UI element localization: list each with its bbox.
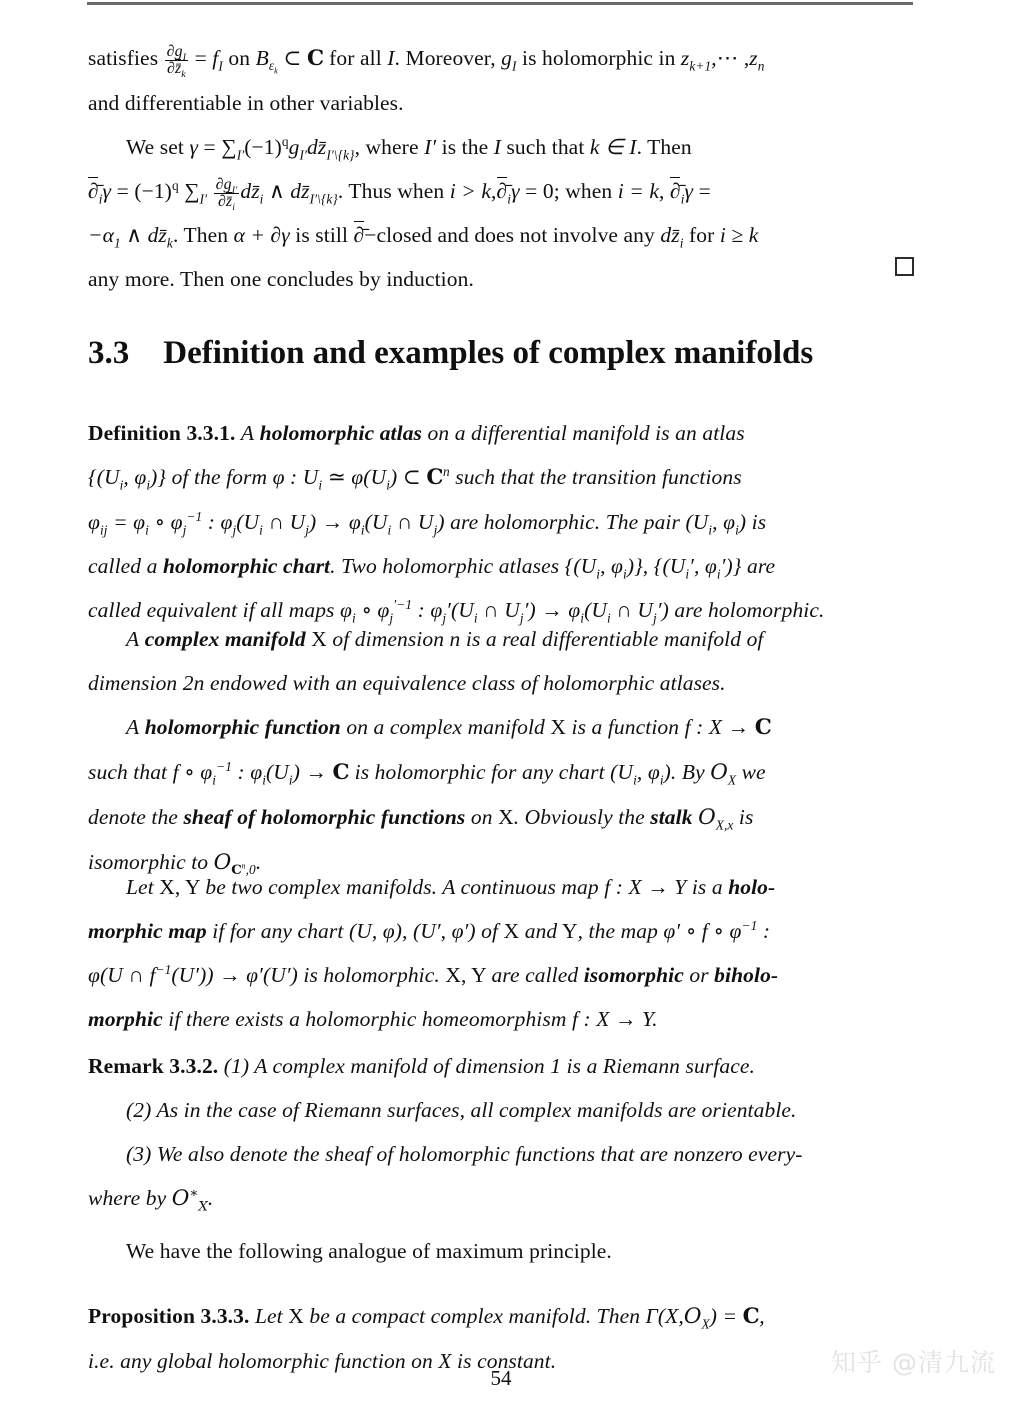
text-holomorphic-any-chart: is holomorphic for any chart xyxy=(354,760,605,784)
zn-subscript: n xyxy=(757,58,765,74)
phi-ij: φ xyxy=(88,510,100,534)
i-sub-9: i xyxy=(685,566,690,582)
term-holomorphic-function: holomorphic function xyxy=(144,715,341,739)
f-map-to: f : X → xyxy=(684,715,750,739)
i-sub-13: i xyxy=(580,610,585,626)
text-of-dimension: of dimension xyxy=(332,627,445,651)
text-such-that: such that xyxy=(506,135,585,159)
XY-symbols: X, Y xyxy=(159,875,200,899)
i-sub: i xyxy=(145,522,149,538)
proof-line-3 xyxy=(88,125,914,169)
text-then-2: . Then xyxy=(172,223,229,247)
holo-func-line-1 xyxy=(88,705,914,750)
C-exponent-n: n xyxy=(442,463,450,479)
chart-U: (U xyxy=(610,760,634,784)
colon-phi-j: : φ xyxy=(207,510,233,534)
pair-phi: , φ xyxy=(712,510,736,534)
text-for: for xyxy=(689,223,715,247)
section-title: Definition and examples of complex manifolds xyxy=(163,335,814,371)
dz-bar-i: dz̄ xyxy=(240,179,260,203)
open-U-2: (U xyxy=(364,510,388,534)
i-sub-7: i xyxy=(596,566,601,582)
text-then: . Then xyxy=(636,135,692,159)
term-holomorphic-atlas: holomorphic atlas xyxy=(259,421,423,445)
j-sub-3: j xyxy=(305,522,310,538)
remark-item-3: (3) We also denote the sheaf of holomorphic functions that are nonzero every- xyxy=(126,1142,803,1166)
minus-one: (−1) xyxy=(244,135,282,159)
text-is: is xyxy=(751,510,767,534)
minus-one-2: (−1) xyxy=(134,179,172,203)
text-a-3: A xyxy=(126,715,140,739)
text-where: , where xyxy=(354,135,419,159)
definition-line-3 xyxy=(88,500,914,544)
X-symbol-4: X xyxy=(503,919,520,943)
ellipsis: ,⋯ , xyxy=(711,46,750,70)
period-2: . xyxy=(652,1007,658,1031)
open-U-4: (U xyxy=(266,760,289,784)
X-symbol-3: X xyxy=(498,805,514,829)
O-star-X-symbol: $O^∗_X$ xyxy=(171,1185,208,1215)
equals-zero: = 0 xyxy=(525,179,554,203)
phi-prime-compose: φ′ ∘ f ∘ φ xyxy=(663,919,742,943)
comma-1: , xyxy=(491,179,497,203)
text-is-holomorphic: is holomorphic. xyxy=(303,963,440,987)
term-biholomorphic-part2: morphic xyxy=(88,1007,163,1031)
section-number: 3.3 xyxy=(88,335,130,371)
star-exponent: ∗ xyxy=(189,1185,199,1201)
text-obviously-the: . Obviously the xyxy=(513,805,645,829)
text-let: Let xyxy=(126,875,154,899)
colon-2: : xyxy=(762,919,771,943)
i-sub-15: i xyxy=(212,772,217,788)
condition-i-ge-k: i ≥ k xyxy=(719,223,759,247)
qed-square-icon xyxy=(895,257,914,276)
remark-line-2 xyxy=(88,1088,914,1132)
X-symbol: X xyxy=(311,627,327,651)
f-map-XY-2: f : X → Y xyxy=(571,1007,653,1031)
dbar-index-2: i xyxy=(507,191,512,207)
complex-field-symbol-4: C xyxy=(332,760,350,785)
text-dimension: dimension xyxy=(88,671,178,695)
sum-index: I′ xyxy=(236,147,245,163)
sheaf-O-symbol: O xyxy=(710,760,728,785)
dbar-operator-3: ∂̄ xyxy=(669,179,681,203)
colon-phi-i: : φ xyxy=(237,760,263,784)
remark-line-4 xyxy=(88,1176,914,1221)
phi-part: , φ xyxy=(123,465,147,489)
sheaf-O-symbol-2: O xyxy=(683,1304,702,1329)
proof-line-2: and differentiable in other variables. xyxy=(88,91,404,115)
remark-line-3 xyxy=(88,1132,914,1176)
holo-func-line-2 xyxy=(88,750,914,795)
zn-symbol: z xyxy=(749,46,758,70)
j-sub-7: j xyxy=(519,610,524,626)
X-sub: X xyxy=(727,772,737,788)
text-denote-the: denote the xyxy=(88,805,178,829)
two-n-symbol: 2n xyxy=(182,671,205,695)
holo-map-line-3 xyxy=(88,953,914,997)
subset-part: ) ⊂ xyxy=(390,465,421,489)
j-sub-2: j xyxy=(232,522,237,538)
proof-paragraph xyxy=(88,36,914,301)
phi-U-cap-f: φ(U ∩ f xyxy=(88,963,156,987)
page-content xyxy=(88,0,914,1411)
proof-line-6 xyxy=(88,257,914,301)
text-is-2: is xyxy=(738,805,754,829)
definition-line-4 xyxy=(88,544,914,588)
Xx-sub: X,x xyxy=(715,817,734,833)
holo-map-line-4 xyxy=(88,997,914,1041)
summation-symbol: ∑ xyxy=(221,135,237,159)
i-sub-10: i xyxy=(716,566,721,582)
text-thus-when: . Thus when xyxy=(337,179,445,203)
text-are-holomorphic-2: are holomorphic. xyxy=(674,598,825,622)
colon-phi-prime-j: : φ xyxy=(417,598,443,622)
dbar-index: i xyxy=(98,191,103,207)
complex-field-symbol-5: C xyxy=(742,1304,760,1329)
eq-sign-3: = xyxy=(116,179,129,203)
text-where-by: where by xyxy=(88,1186,167,1210)
definition-label: Definition 3.3.1. xyxy=(88,421,236,445)
Y-symbol: Y xyxy=(561,919,578,943)
gamma-symbol: γ xyxy=(189,135,199,159)
eq-sign-2: = xyxy=(203,135,216,159)
X-symbol-5: X xyxy=(288,1304,304,1328)
term-stalk: stalk xyxy=(650,805,693,829)
section-heading xyxy=(88,332,914,374)
eq-phi-i: = φ xyxy=(113,510,146,534)
text-of-the-form: of the form xyxy=(171,465,268,489)
text-real-differentiable: is a real differentiable manifold of xyxy=(465,627,764,651)
I-symbol-2: I xyxy=(493,135,501,159)
text-and: and xyxy=(524,919,558,943)
i-sub-6: i xyxy=(735,522,739,538)
holomorphic-map-paragraph xyxy=(88,865,914,1041)
gamma-symbol-3: γ xyxy=(511,179,520,203)
holo-map-line-1 xyxy=(88,865,914,909)
i-sub-19: i xyxy=(659,772,664,788)
dz-bar-i-2: dz̄ xyxy=(660,223,680,247)
proposition-conclusion: i.e. any global holomorphic function on X is constant. xyxy=(88,1349,557,1373)
term-holomorphic-map-part2: morphic map xyxy=(88,919,207,943)
I-symbol: I xyxy=(387,46,395,70)
XY-symbols-2: X, Y xyxy=(445,963,486,987)
text-transition-functions: such that the transition functions xyxy=(455,465,742,489)
text-are: are xyxy=(746,554,776,578)
B-symbol: B xyxy=(255,46,269,70)
z-symbol: z xyxy=(680,46,690,70)
term-isomorphic: isomorphic xyxy=(583,963,684,987)
atlas-close-brace: )} xyxy=(150,465,167,489)
inverse-exponent-3: −1 xyxy=(741,917,758,933)
i-sub-16: i xyxy=(262,772,266,788)
close-paren: ) xyxy=(437,510,445,534)
dbar-operator-4: ∂̄ xyxy=(353,223,365,247)
partial-fraction-2: $\frac{\partial g_{I'}}{\partial z̄_i}$ xyxy=(215,176,238,214)
stalk-O-symbol: O xyxy=(698,805,716,830)
complex-field-symbol: C xyxy=(307,46,324,71)
g-symbol-2: g xyxy=(288,135,300,159)
g-symbol: g xyxy=(501,46,513,70)
stalk-O-symbol-2: O xyxy=(213,850,232,875)
text-if-any-chart: if for any chart xyxy=(212,919,344,943)
dz-bar-k: dz̄ xyxy=(147,223,167,247)
proposition-label: Proposition 3.3.3. xyxy=(88,1304,250,1328)
X-sub-2: X xyxy=(198,1199,208,1215)
holomorphic-function-paragraph xyxy=(88,705,914,885)
gamma-section-open: Γ(X, xyxy=(645,1304,684,1328)
proposition-line-1 xyxy=(88,1294,914,1339)
i-sub-4: i xyxy=(387,522,392,538)
text-is-the: is the xyxy=(441,135,489,159)
holo-map-line-2 xyxy=(88,909,914,953)
inverse-exponent-2: −1 xyxy=(216,758,232,774)
remark-line-1 xyxy=(88,1044,914,1088)
remark-item-1: (1) A complex manifold of dimension 1 is a Riemann surface. xyxy=(223,1054,755,1078)
i-sub-2: i xyxy=(259,522,263,538)
prime-arrow: ′) → φ xyxy=(523,598,581,622)
gamma-symbol-4: γ xyxy=(684,179,694,203)
definition-line-2 xyxy=(88,455,914,500)
prime-close: ′) xyxy=(656,598,669,622)
text-a-2: A xyxy=(126,627,140,651)
text-compact-complex-manifold: be a compact complex manifold. Then xyxy=(309,1304,641,1328)
U-sub: i xyxy=(119,477,124,493)
text-or: or xyxy=(689,963,709,987)
text-are-holomorphic: are holomorphic. The pair xyxy=(450,510,680,534)
compose-phi-prime: ∘ φ xyxy=(361,598,390,622)
sum-index-2: I′ xyxy=(199,191,208,207)
dz-k-sub: k xyxy=(166,235,173,251)
dbar-operator: ∂̄ xyxy=(88,179,99,203)
alpha-symbol: −α xyxy=(88,223,114,247)
compose-phi-j: ∘ φ xyxy=(154,510,183,534)
dz-i-sub: i xyxy=(259,191,264,207)
remark-item-2: (2) As in the case of Riemann surfaces, all complex manifolds are orientable. xyxy=(126,1098,797,1122)
map-target: (U′)) → φ′(U′) xyxy=(171,963,298,987)
Ui-sub: i xyxy=(318,477,323,493)
i-sub-5: i xyxy=(708,522,713,538)
proof-line-4 xyxy=(88,169,914,213)
text-called-a: called a xyxy=(88,554,158,578)
dz-bar: dz̄ xyxy=(307,135,327,159)
i-sub-18: i xyxy=(633,772,637,788)
text-closed: −closed and does not involve any xyxy=(364,223,655,247)
alpha-plus-dgamma: α + ∂γ xyxy=(233,223,290,247)
inverse-exponent: −1 xyxy=(186,508,203,524)
arrow-phi-i: ) → φ xyxy=(309,510,361,534)
open-U-3: (U xyxy=(584,598,607,622)
g-subscript: I xyxy=(512,58,517,74)
text-isomorphic-to: isomorphic to xyxy=(88,850,209,874)
definition-block xyxy=(88,411,914,632)
f-subscript: I xyxy=(218,58,223,74)
period-1: . xyxy=(255,850,262,874)
comma-3: , xyxy=(759,1304,765,1328)
text-such-that-2: such that xyxy=(88,760,168,784)
f-map-XY: f : X → Y xyxy=(604,875,687,899)
chart-pairs: (U, φ), (U′, φ′) xyxy=(348,919,476,943)
i-sub-17: i xyxy=(288,772,293,788)
text-are-called: are called xyxy=(491,963,579,987)
alpha-sub: 1 xyxy=(114,235,121,251)
I-prime: I′ xyxy=(424,135,437,159)
z-subscript: k+1 xyxy=(689,58,712,74)
j-sub-5: j xyxy=(389,610,394,626)
text-a: A xyxy=(240,421,255,445)
text-for-all: for all xyxy=(329,46,382,70)
dz-bar-set: dz̄ xyxy=(290,179,310,203)
atlas-2-close: ′)} xyxy=(720,554,742,578)
i-sub-11: i xyxy=(352,610,356,626)
i-sub-3: i xyxy=(360,522,365,538)
text-on: on xyxy=(228,46,251,70)
gamma-symbol-2: γ xyxy=(102,179,112,203)
text-conclude-induction: any more. Then one concludes by induction. xyxy=(88,267,474,291)
text-on-complex-manifold: on a complex manifold xyxy=(346,715,545,739)
chart-close: ) xyxy=(663,760,671,784)
text-called-equivalent: called equivalent if all maps xyxy=(88,598,335,622)
gamma-section-close: ) = xyxy=(709,1304,738,1328)
B-subscript: εk xyxy=(268,58,278,76)
partial-fraction: $\frac{\partial g_I}{\partial z̄_k}$ xyxy=(166,43,187,81)
proof-line-5 xyxy=(88,213,914,257)
holo-func-line-3 xyxy=(88,795,914,840)
i-sub-8: i xyxy=(623,566,627,582)
arrow-to: ) → xyxy=(292,760,328,784)
exponent-q-2: q xyxy=(171,177,179,193)
term-sheaf-holomorphic-functions: sheaf of holomorphic functions xyxy=(183,805,466,829)
wedge-symbol-2: ∧ xyxy=(126,223,143,247)
cap-U-2: ∩ U xyxy=(396,510,434,534)
k-in-I: k ∈ I xyxy=(589,135,637,159)
text-is-a-function: is a function xyxy=(571,715,680,739)
atlas-2-phi: ′, φ xyxy=(689,554,717,578)
X-symbol-2: X xyxy=(550,715,567,739)
chart-phi: , φ xyxy=(636,760,660,784)
cap-U-3: ∩ U xyxy=(483,598,520,622)
text-is-a: is a xyxy=(691,875,723,899)
exponent-q: q xyxy=(281,133,289,149)
text-equivalence-class: endowed with an equivalence class of holomorphic atlases. xyxy=(209,671,726,695)
Cn-zero-sub: Cn,0 xyxy=(231,861,256,879)
term-holomorphic-map-part1: holo- xyxy=(728,875,776,899)
f-compose-phi: f ∘ φ xyxy=(172,760,213,784)
complex-manifold-line-2 xyxy=(88,661,914,705)
text-moreover: . Moreover, xyxy=(394,46,496,70)
X-sub-3: X xyxy=(701,1316,710,1332)
phi-sub: i xyxy=(146,477,151,493)
condition-i-eq-k: i = k xyxy=(617,179,659,203)
inverse-exponent-4: −1 xyxy=(155,961,172,977)
complex-field-symbol-2: C xyxy=(426,465,443,490)
text-by: . By xyxy=(670,760,705,784)
eq-sign-4: = xyxy=(698,179,711,203)
comma-2: , xyxy=(658,179,665,203)
dz-subscript: I′\{k} xyxy=(326,147,355,163)
complex-manifold-line-1 xyxy=(88,617,914,661)
term-holomorphic-chart: holomorphic chart xyxy=(162,554,331,578)
pair-U: (U xyxy=(685,510,709,534)
n-symbol: n xyxy=(449,627,461,651)
g-sub-2: I′ xyxy=(299,147,308,163)
atlas-2-open: )}, {(U xyxy=(626,554,686,578)
definition-line-1 xyxy=(88,411,914,455)
remark-label: Remark 3.3.2. xyxy=(88,1054,219,1078)
complex-manifold-paragraph xyxy=(88,617,914,705)
page-number: 54 xyxy=(490,1366,512,1390)
subset-sign: ⊂ xyxy=(283,46,302,70)
wedge-symbol: ∧ xyxy=(268,179,285,203)
dbar-operator-2: ∂̄ xyxy=(496,179,508,203)
proof-line-1 xyxy=(88,36,914,81)
f-symbol: f xyxy=(212,46,219,70)
text-let-2: Let xyxy=(254,1304,283,1328)
phi-image: ≃ φ(U xyxy=(327,465,387,489)
j-sub-8: j xyxy=(653,610,657,626)
cap-U-4: ∩ U xyxy=(616,598,654,622)
i-sub-12: i xyxy=(473,610,478,626)
j-sub: j xyxy=(182,522,187,538)
atlas-1-open: {(U xyxy=(564,554,597,578)
text-satisfies: satisfies xyxy=(88,46,159,70)
dz-set-sub: I′\{k} xyxy=(309,191,338,207)
eq-sign: = xyxy=(194,46,207,70)
term-biholomorphic-part1: biholo- xyxy=(714,963,779,987)
dbar-index-3: i xyxy=(680,191,685,207)
phi-i-2: φ xyxy=(340,598,353,622)
condition-i-gt-k: i > k xyxy=(449,179,492,203)
open-U: (U xyxy=(236,510,260,534)
phiU-sub: i xyxy=(386,477,391,493)
text-two-atlases: . Two holomorphic atlases xyxy=(330,554,560,578)
ij-sub: ij xyxy=(100,522,108,538)
text-on-2: on xyxy=(470,805,493,829)
text-is-still: is still xyxy=(295,223,349,247)
complex-field-symbol-3: C xyxy=(754,715,772,740)
i-sub-14: i xyxy=(607,610,611,626)
atlas-1-phi: , φ xyxy=(600,554,624,578)
text-we: we xyxy=(741,760,766,784)
bridge-paragraph xyxy=(88,1229,914,1273)
text-of: of xyxy=(481,919,499,943)
text-we-set: We set xyxy=(126,135,184,159)
text-when-2: ; when xyxy=(553,179,613,203)
dz-i-sub-2: i xyxy=(679,235,684,251)
summation-symbol-2: ∑ xyxy=(184,179,200,203)
text-on-differential-manifold: on a differential manifold is an atlas xyxy=(427,421,745,445)
prime-open-U: ′(U xyxy=(446,598,474,622)
text-if-exists-homeomorphism: if there exists a holomorphic homeomorphism xyxy=(168,1007,567,1031)
remark-block xyxy=(88,1044,914,1221)
period-3: . xyxy=(207,1186,214,1210)
atlas-open-brace: {(U xyxy=(88,465,120,489)
cap-U: ∩ U xyxy=(268,510,306,534)
j-sub-4: j xyxy=(433,522,438,538)
text-the-map: , the map xyxy=(577,919,658,943)
bridge-line: We have the following analogue of maximum principle. xyxy=(126,1239,612,1263)
text-two-complex-manifolds: be two complex manifolds. A continuous map xyxy=(205,875,599,899)
term-complex-manifold: complex manifold xyxy=(144,627,306,651)
j-sub-6: j xyxy=(442,610,447,626)
zhihu-watermark: 知乎 @清九流 xyxy=(831,1348,996,1377)
phi-map: φ : U xyxy=(272,465,319,489)
close-paren-2: ) xyxy=(738,510,747,534)
prime-inverse-exponent: ′−1 xyxy=(393,596,413,612)
text-holomorphic-in: is holomorphic in xyxy=(522,46,676,70)
